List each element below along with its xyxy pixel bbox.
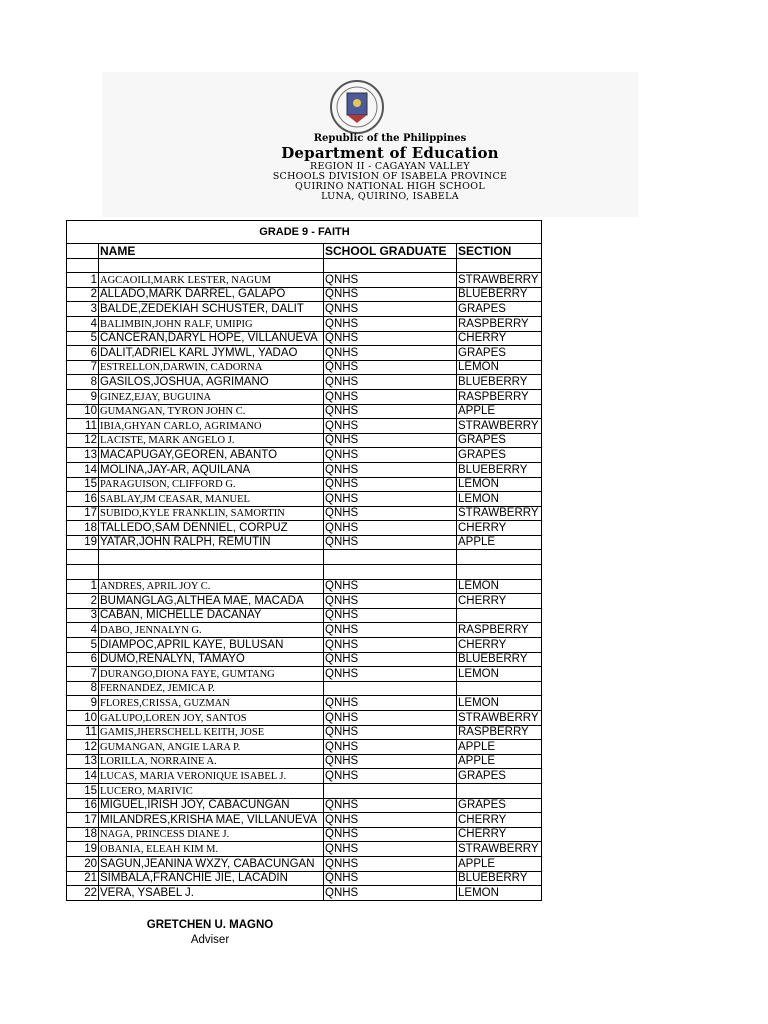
- student-section: RASPBERRY: [457, 389, 542, 404]
- school-graduate: QNHS: [324, 302, 457, 317]
- school-graduate: QNHS: [324, 404, 457, 419]
- row-number: 8: [67, 681, 99, 696]
- blank-cell: [324, 565, 457, 580]
- row-number: 3: [67, 302, 99, 317]
- row-number: 17: [67, 813, 99, 828]
- student-section: LEMON: [457, 667, 542, 682]
- row-number: 1: [67, 579, 99, 594]
- student-name: GINEZ,EJAY, BUGUINA: [99, 389, 324, 404]
- student-name: NAGA, PRINCESS DIANE J.: [99, 827, 324, 842]
- school-graduate: QNHS: [324, 623, 457, 638]
- row-number: 5: [67, 638, 99, 653]
- row-number: 14: [67, 769, 99, 784]
- school-graduate: QNHS: [324, 477, 457, 492]
- table-row: [67, 667, 542, 682]
- adviser-role: Adviser: [190, 934, 230, 946]
- student-section: BLUEBERRY: [457, 375, 542, 390]
- table-row: [67, 346, 542, 361]
- row-number: 16: [67, 798, 99, 813]
- blank-cell: [99, 565, 324, 580]
- student-name: ANDRES, APRIL JOY C.: [99, 579, 324, 594]
- table-row: [67, 871, 542, 886]
- student-section: LEMON: [457, 477, 542, 492]
- student-section: GRAPES: [457, 346, 542, 361]
- school-graduate: [324, 783, 457, 798]
- school-graduate: QNHS: [324, 506, 457, 521]
- row-number: 21: [67, 871, 99, 886]
- student-name: LACISTE, MARK ANGELO J.: [99, 433, 324, 448]
- student-name: MOLINA,JAY-AR, AQUILANA: [99, 462, 324, 477]
- blank-cell: [67, 258, 99, 273]
- table-row: [67, 696, 542, 711]
- school-graduate: QNHS: [324, 652, 457, 667]
- school-graduate: QNHS: [324, 711, 457, 726]
- blank-cell: [457, 550, 542, 565]
- row-number: 13: [67, 754, 99, 769]
- student-section: STRAWBERRY: [457, 711, 542, 726]
- student-section: APPLE: [457, 404, 542, 419]
- student-section: CHERRY: [457, 594, 542, 609]
- school-graduate: QNHS: [324, 448, 457, 463]
- student-section: LEMON: [457, 360, 542, 375]
- student-name: GASILOS,JOSHUA, AGRIMANO: [99, 375, 324, 390]
- table-row: [67, 886, 542, 901]
- school-graduate: QNHS: [324, 433, 457, 448]
- school-graduate: QNHS: [324, 696, 457, 711]
- row-number: 12: [67, 740, 99, 755]
- student-section: STRAWBERRY: [457, 273, 542, 288]
- student-section: LEMON: [457, 492, 542, 507]
- letterhead-address: LUNA, QUIRINO, ISABELA: [321, 191, 459, 202]
- student-name: DALIT,ADRIEL KARL JYMWL, YADAO: [99, 346, 324, 361]
- letterhead-division: SCHOOLS DIVISION OF ISABELA PROVINCE: [272, 171, 508, 182]
- school-graduate: QNHS: [324, 813, 457, 828]
- row-number: 6: [67, 652, 99, 667]
- row-number: 2: [67, 287, 99, 302]
- student-section: [457, 681, 542, 696]
- row-number: 20: [67, 856, 99, 871]
- table-row: [67, 754, 542, 769]
- row-number: 2: [67, 594, 99, 609]
- blank-cell: [457, 258, 542, 273]
- table-row: [67, 740, 542, 755]
- student-name: LUCERO, MARIVIC: [99, 783, 324, 798]
- blank-row: [67, 550, 542, 565]
- table-row: [67, 842, 542, 857]
- student-name: ESTRELLON,DARWIN, CADORNA: [99, 360, 324, 375]
- letterhead-department: Department of Education: [281, 144, 499, 162]
- student-name: DURANGO,DIONA FAYE, GUMTANG: [99, 667, 324, 682]
- row-number: 13: [67, 448, 99, 463]
- blank-row: [67, 258, 542, 273]
- student-name: DIAMPOC,APRIL KAYE, BULUSAN: [99, 638, 324, 653]
- table-row: [67, 623, 542, 638]
- student-section: RASPBERRY: [457, 725, 542, 740]
- header-section: SECTION: [457, 244, 542, 259]
- student-name: CANCERAN,DARYL HOPE, VILLANUEVA: [99, 331, 324, 346]
- table-title: GRADE 9 - FAITH: [67, 221, 542, 244]
- school-graduate: QNHS: [324, 389, 457, 404]
- row-number: 3: [67, 608, 99, 623]
- table-row: [67, 506, 542, 521]
- student-section: RASPBERRY: [457, 316, 542, 331]
- student-section: STRAWBERRY: [457, 419, 542, 434]
- student-section: GRAPES: [457, 769, 542, 784]
- student-section: LEMON: [457, 886, 542, 901]
- table-row: [67, 492, 542, 507]
- blank-cell: [67, 565, 99, 580]
- table-row: [67, 813, 542, 828]
- table-row: [67, 419, 542, 434]
- student-section: [457, 783, 542, 798]
- blank-cell: [324, 258, 457, 273]
- school-graduate: QNHS: [324, 273, 457, 288]
- student-name: SUBIDO,KYLE FRANKLIN, SAMORTIN: [99, 506, 324, 521]
- table-row: [67, 316, 542, 331]
- row-number: 7: [67, 360, 99, 375]
- student-name: FERNANDEZ, JEMICA P.: [99, 681, 324, 696]
- student-name: CABAN, MICHELLE DACANAY: [99, 608, 324, 623]
- row-number: 4: [67, 316, 99, 331]
- table-row: [67, 273, 542, 288]
- student-section: CHERRY: [457, 638, 542, 653]
- header-num: [67, 244, 99, 259]
- deped-seal-icon: [326, 79, 388, 135]
- student-name: BALIMBIN,JOHN RALF, UMIPIG: [99, 316, 324, 331]
- student-name: MIGUEL,IRISH JOY, CABACUNGAN: [99, 798, 324, 813]
- blank-cell: [99, 258, 324, 273]
- student-section: STRAWBERRY: [457, 842, 542, 857]
- school-graduate: QNHS: [324, 798, 457, 813]
- student-name: SIMBALA,FRANCHIE JIE, LACADIN: [99, 871, 324, 886]
- student-section: BLUEBERRY: [457, 287, 542, 302]
- table-row: [67, 856, 542, 871]
- school-graduate: QNHS: [324, 360, 457, 375]
- student-name: IBIA,GHYAN CARLO, AGRIMANO: [99, 419, 324, 434]
- table-row: [67, 448, 542, 463]
- row-number: 10: [67, 711, 99, 726]
- school-graduate: QNHS: [324, 594, 457, 609]
- student-section: RASPBERRY: [457, 623, 542, 638]
- student-name: GAMIS,JHERSCHELL KEITH, JOSE: [99, 725, 324, 740]
- school-graduate: QNHS: [324, 725, 457, 740]
- table-row: [67, 535, 542, 550]
- student-name: AGCAOILI,MARK LESTER, NAGUM: [99, 273, 324, 288]
- table-row: [67, 579, 542, 594]
- student-section: GRAPES: [457, 433, 542, 448]
- row-number: 9: [67, 696, 99, 711]
- student-section: CHERRY: [457, 813, 542, 828]
- school-graduate: QNHS: [324, 667, 457, 682]
- student-section: APPLE: [457, 754, 542, 769]
- student-section: CHERRY: [457, 521, 542, 536]
- row-number: 1: [67, 273, 99, 288]
- school-graduate: QNHS: [324, 754, 457, 769]
- row-number: 7: [67, 667, 99, 682]
- student-name: PARAGUISON, CLIFFORD G.: [99, 477, 324, 492]
- student-roster-table: [66, 220, 542, 901]
- table-row: [67, 594, 542, 609]
- table-row: [67, 331, 542, 346]
- student-section: [457, 608, 542, 623]
- school-graduate: QNHS: [324, 346, 457, 361]
- student-name: BUMANGLAG,ALTHEA MAE, MACADA: [99, 594, 324, 609]
- school-graduate: QNHS: [324, 287, 457, 302]
- student-name: VERA, YSABEL J.: [99, 886, 324, 901]
- student-name: TALLEDO,SAM DENNIEL, CORPUZ: [99, 521, 324, 536]
- table-row: [67, 375, 542, 390]
- table-row: [67, 287, 542, 302]
- row-number: 19: [67, 535, 99, 550]
- student-section: GRAPES: [457, 448, 542, 463]
- student-section: LEMON: [457, 579, 542, 594]
- school-graduate: QNHS: [324, 886, 457, 901]
- blank-cell: [457, 565, 542, 580]
- student-section: LEMON: [457, 696, 542, 711]
- row-number: 19: [67, 842, 99, 857]
- student-name: MILANDRES,KRISHA MAE, VILLANUEVA: [99, 813, 324, 828]
- student-section: APPLE: [457, 856, 542, 871]
- table-row: [67, 827, 542, 842]
- student-name: LORILLA, NORRAINE A.: [99, 754, 324, 769]
- school-graduate: QNHS: [324, 842, 457, 857]
- table-row: [67, 477, 542, 492]
- row-number: 10: [67, 404, 99, 419]
- student-name: GUMANGAN, ANGIE LARA P.: [99, 740, 324, 755]
- student-name: OBANIA, ELEAH KIM M.: [99, 842, 324, 857]
- student-section: CHERRY: [457, 827, 542, 842]
- school-graduate: QNHS: [324, 419, 457, 434]
- table-row: [67, 798, 542, 813]
- header-name: NAME: [99, 244, 324, 259]
- student-section: BLUEBERRY: [457, 652, 542, 667]
- row-number: 16: [67, 492, 99, 507]
- table-row: [67, 360, 542, 375]
- blank-cell: [99, 550, 324, 565]
- school-graduate: QNHS: [324, 740, 457, 755]
- blank-cell: [324, 550, 457, 565]
- adviser-name: GRETCHEN U. MAGNO: [146, 919, 274, 931]
- school-graduate: [324, 681, 457, 696]
- table-row: [67, 638, 542, 653]
- school-graduate: QNHS: [324, 608, 457, 623]
- school-graduate: QNHS: [324, 638, 457, 653]
- student-name: YATAR,JOHN RALPH, REMUTIN: [99, 535, 324, 550]
- table-row: [67, 681, 542, 696]
- student-section: APPLE: [457, 535, 542, 550]
- table-row: [67, 711, 542, 726]
- table-row: [67, 302, 542, 317]
- row-number: 5: [67, 331, 99, 346]
- table-row: [67, 652, 542, 667]
- student-name: DUMO,RENALYN, TAMAYO: [99, 652, 324, 667]
- school-graduate: QNHS: [324, 492, 457, 507]
- student-section: BLUEBERRY: [457, 462, 542, 477]
- row-number: 18: [67, 521, 99, 536]
- table-header-row: [67, 244, 542, 259]
- school-graduate: QNHS: [324, 856, 457, 871]
- table-row: [67, 725, 542, 740]
- row-number: 9: [67, 389, 99, 404]
- row-number: 18: [67, 827, 99, 842]
- blank-row: [67, 565, 542, 580]
- row-number: 15: [67, 477, 99, 492]
- student-section: APPLE: [457, 740, 542, 755]
- school-graduate: QNHS: [324, 316, 457, 331]
- student-name: BALDE,ZEDEKIAH SCHUSTER, DALIT: [99, 302, 324, 317]
- table-row: [67, 521, 542, 536]
- student-name: SABLAY,JM CEASAR, MANUEL: [99, 492, 324, 507]
- student-section: BLUEBERRY: [457, 871, 542, 886]
- student-section: GRAPES: [457, 302, 542, 317]
- student-name: FLORES,CRISSA, GUZMAN: [99, 696, 324, 711]
- student-section: STRAWBERRY: [457, 506, 542, 521]
- row-number: 4: [67, 623, 99, 638]
- row-number: 11: [67, 419, 99, 434]
- school-graduate: QNHS: [324, 535, 457, 550]
- row-number: 11: [67, 725, 99, 740]
- table-row: [67, 783, 542, 798]
- school-graduate: QNHS: [324, 871, 457, 886]
- header-school-graduate: SCHOOL GRADUATE: [324, 244, 457, 259]
- letterhead-republic: Republic of the Philippines: [313, 133, 467, 144]
- row-number: 6: [67, 346, 99, 361]
- student-name: DABO, JENNALYN G.: [99, 623, 324, 638]
- school-graduate: QNHS: [324, 375, 457, 390]
- school-graduate: QNHS: [324, 769, 457, 784]
- student-section: GRAPES: [457, 798, 542, 813]
- table-row: [67, 433, 542, 448]
- table-row: [67, 404, 542, 419]
- student-name: SAGUN,JEANINA WXZY, CABACUNGAN: [99, 856, 324, 871]
- table-row: [67, 389, 542, 404]
- row-number: 17: [67, 506, 99, 521]
- school-graduate: QNHS: [324, 579, 457, 594]
- table-row: [67, 769, 542, 784]
- school-graduate: QNHS: [324, 331, 457, 346]
- school-graduate: QNHS: [324, 827, 457, 842]
- student-name: LUCAS, MARIA VERONIQUE ISABEL J.: [99, 769, 324, 784]
- row-number: 8: [67, 375, 99, 390]
- table-row: [67, 462, 542, 477]
- row-number: 15: [67, 783, 99, 798]
- row-number: 14: [67, 462, 99, 477]
- student-section: CHERRY: [457, 331, 542, 346]
- school-graduate: QNHS: [324, 462, 457, 477]
- table-row: [67, 608, 542, 623]
- student-name: ALLADO,MARK DARREL, GALAPO: [99, 287, 324, 302]
- blank-cell: [67, 550, 99, 565]
- table-title-row: [67, 221, 542, 244]
- student-name: MACAPUGAY,GEOREN, ABANTO: [99, 448, 324, 463]
- school-graduate: QNHS: [324, 521, 457, 536]
- student-name: GALUPO,LOREN JOY, SANTOS: [99, 711, 324, 726]
- letterhead-school: QUIRINO NATIONAL HIGH SCHOOL: [295, 181, 485, 192]
- row-number: 22: [67, 886, 99, 901]
- letterhead-region: REGION II - CAGAYAN VALLEY: [310, 161, 470, 172]
- row-number: 12: [67, 433, 99, 448]
- student-name: GUMANGAN, TYRON JOHN C.: [99, 404, 324, 419]
